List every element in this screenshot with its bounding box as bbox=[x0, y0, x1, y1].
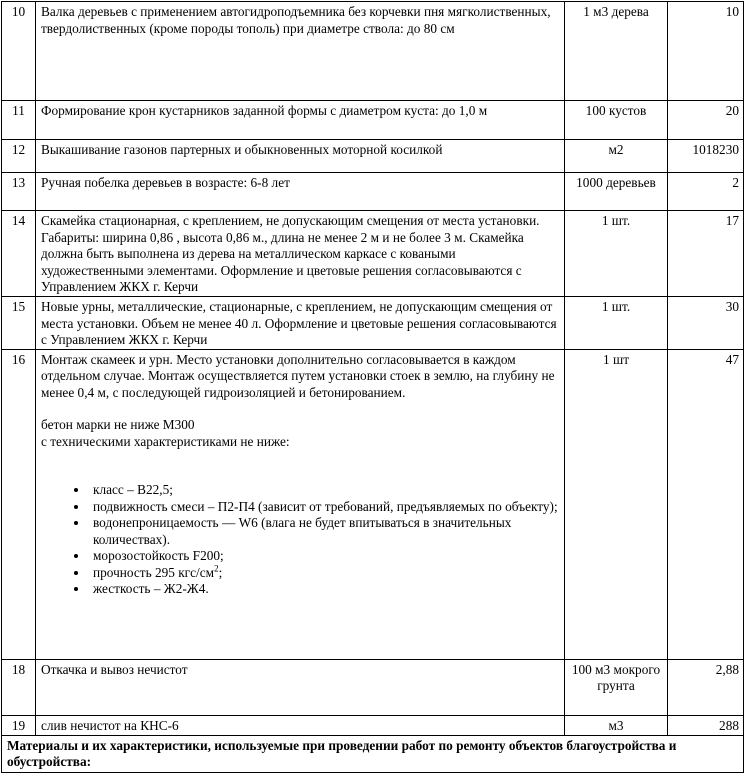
row-quantity: 17 bbox=[668, 211, 744, 297]
concrete-spec-intro: с техническими характеристиками не ниже: bbox=[41, 433, 290, 449]
mounting-text: Монтаж скамеек и урн. Место установки дополнительно согласовывается в каждом отдельном случае. Монтаж осуществляется путем установки стоек в землю, на глубину не менее 0,4 м, с последующей гидроизоляцией и бетонированием. bbox=[41, 351, 555, 400]
concrete-spec-list bbox=[41, 482, 559, 598]
row-number: 16 bbox=[2, 349, 36, 659]
table-row bbox=[2, 349, 744, 659]
works-table bbox=[1, 1, 744, 773]
row-quantity: 1018230 bbox=[668, 140, 744, 173]
list-item: • подвижность смеси – П2-П4 (зависит от требований, предъявляемых по объекту); bbox=[89, 499, 559, 516]
row-number: 18 bbox=[2, 659, 36, 715]
list-item bbox=[89, 565, 559, 582]
row-quantity: 2 bbox=[668, 173, 744, 211]
row-number: 15 bbox=[2, 297, 36, 350]
list-item: • водонепроницаемость — W6 (влага не будет впитываться в значительных количествах). bbox=[89, 515, 559, 548]
table-row bbox=[2, 173, 744, 211]
row-quantity: 288 bbox=[668, 715, 744, 735]
row-unit: 1 шт. bbox=[565, 297, 668, 350]
table-row bbox=[2, 659, 744, 715]
row-description: Формирование крон кустарников заданной формы с диаметром куста: до 1,0 м bbox=[36, 101, 565, 140]
table-row bbox=[2, 2, 744, 101]
list-item: • класс – В22,5; bbox=[89, 482, 559, 499]
row-number: 14 bbox=[2, 211, 36, 297]
strength-text: прочность 295 кгс/см bbox=[93, 564, 215, 580]
row-unit: 1 шт bbox=[565, 349, 668, 659]
row-quantity: 47 bbox=[668, 349, 744, 659]
row-quantity: 2,88 bbox=[668, 659, 744, 715]
row-description: Откачка и вывоз нечистот bbox=[36, 659, 565, 715]
list-item: • жесткость – Ж2-Ж4. bbox=[89, 581, 559, 598]
strength-superscript: 2 bbox=[214, 563, 219, 574]
row-description bbox=[36, 349, 565, 659]
row-quantity: 10 bbox=[668, 2, 744, 101]
row-description: Валка деревьев с применением автогидроподъемника без корчевки пня мягколиственных, твердолиственных (кроме породы тополь) при диаметре ствола: до 80 см bbox=[36, 2, 565, 101]
table-row bbox=[2, 101, 744, 140]
materials-heading: Материалы и их характеристики, используемые при проведении работ по ремонту объектов благоустройства и обустройства: bbox=[2, 735, 744, 772]
row-description: Ручная побелка деревьев в возрасте: 6-8 лет bbox=[36, 173, 565, 211]
row-description: Новые урны, металлические, стационарные, с креплением, не допускающим смещения от места установки. Объем не менее 40 л. Оформление и цветовые решения согласовываются с Управлением ЖКХ г. Керчи bbox=[36, 297, 565, 350]
row-description: Выкашивание газонов партерных и обыкновенных моторной косилкой bbox=[36, 140, 565, 173]
row-number: 11 bbox=[2, 101, 36, 140]
table-row bbox=[2, 211, 744, 297]
table-row bbox=[2, 297, 744, 350]
row-unit: 1000 деревьев bbox=[565, 173, 668, 211]
row-quantity: 20 bbox=[668, 101, 744, 140]
row-unit: 100 м3 мокрого грунта bbox=[565, 659, 668, 715]
table-footer-row bbox=[2, 735, 744, 772]
row-number: 10 bbox=[2, 2, 36, 101]
row-unit: м2 bbox=[565, 140, 668, 173]
row-unit: 100 кустов bbox=[565, 101, 668, 140]
strength-tail: ; bbox=[218, 564, 223, 580]
row-number: 12 bbox=[2, 140, 36, 173]
row-description: Скамейка стационарная, с креплением, не допускающим смещения от места установки. Габариты: ширина 0,86 , высота 0,86 м., длина не менее 2 м и не более 3 м. Скамейка должна быть выполнена из дерева на металлическом каркасе с коваными художественными элементами. Оформление и цветовые решения согласовываются с Управлением ЖКХ г. Керчи bbox=[36, 211, 565, 297]
row-unit: 1 м3 дерева bbox=[565, 2, 668, 101]
row-description: слив нечистот на КНС-6 bbox=[36, 715, 565, 735]
table-row bbox=[2, 715, 744, 735]
row-unit: 1 шт. bbox=[565, 211, 668, 297]
concrete-grade: бетон марки не ниже М300 bbox=[41, 417, 195, 432]
list-item: • морозостойкость F200; bbox=[89, 548, 559, 565]
table-row bbox=[2, 140, 744, 173]
row-quantity: 30 bbox=[668, 297, 744, 350]
row-number: 19 bbox=[2, 715, 36, 735]
row-number: 13 bbox=[2, 173, 36, 211]
row-unit: м3 bbox=[565, 715, 668, 735]
